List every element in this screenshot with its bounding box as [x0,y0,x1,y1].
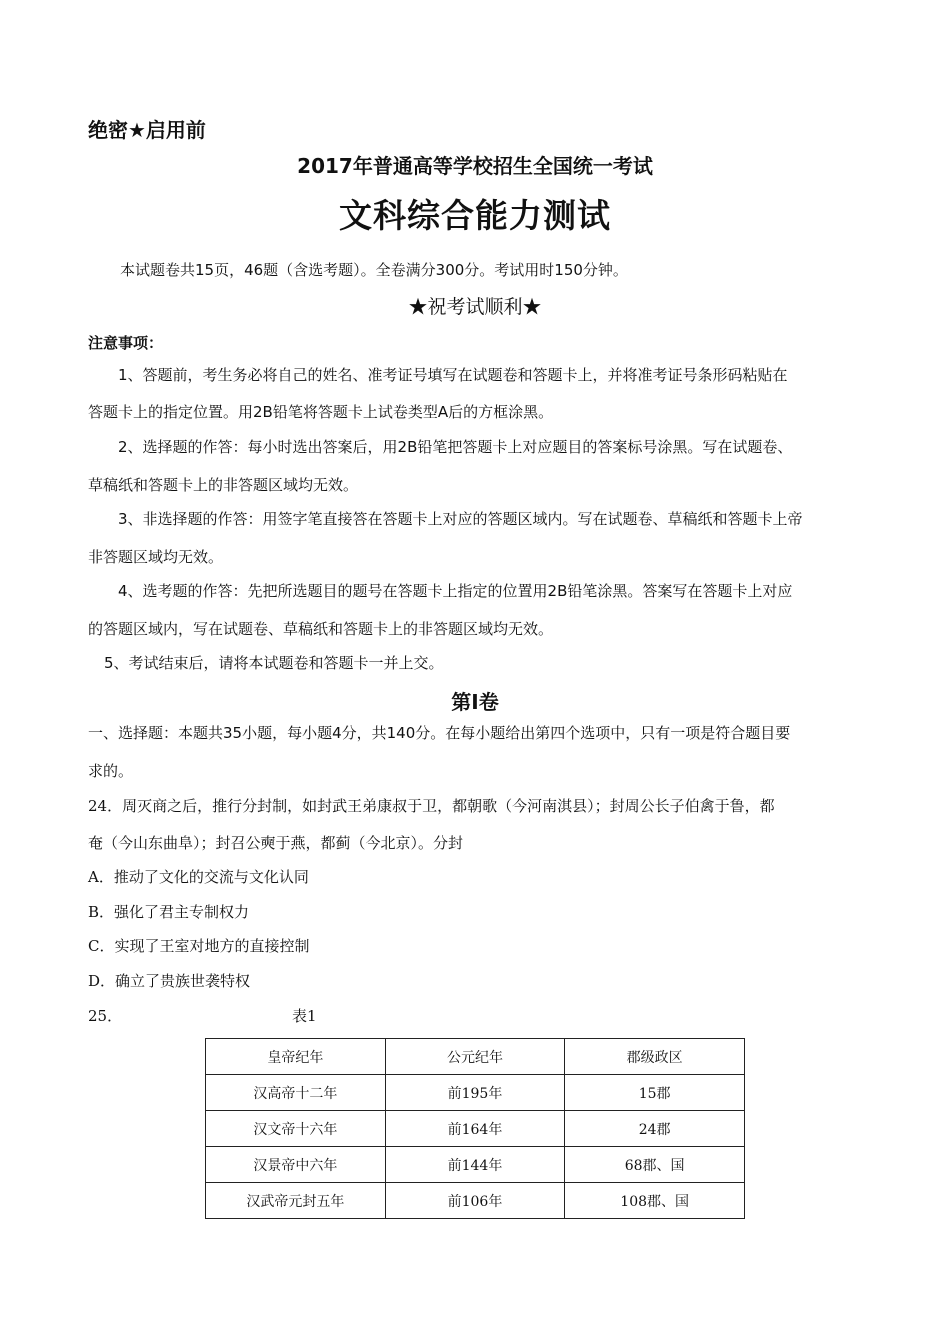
notice-line: 答题卡上的指定位置。用2B铅笔将答题卡上试卷类型A后的方框涂黑。 [88,403,554,421]
table-cell: 前106年 [385,1183,565,1219]
table-cell: 汉文帝十六年 [206,1111,386,1147]
good-luck-line: ★祝考试顺利★ [408,296,542,318]
table-cell: 108郡、国 [565,1183,745,1219]
table-header-cell: 公元纪年 [385,1039,565,1075]
question-24-option-d: D．确立了贵族世袭特权 [88,972,251,990]
table-header-row [206,1039,745,1075]
notice-line: 非答题区域均无效。 [88,548,224,566]
table-header-cell: 郡级政区 [565,1039,745,1075]
table-header-cell: 皇帝纪年 [206,1039,386,1075]
section-instructions: 一、选择题：本题共35小题，每小题4分，共140分。在每小题给出第四个选项中，只有一项是符合题目要 [88,724,791,742]
table-cell: 前164年 [385,1111,565,1147]
table-row [206,1111,745,1147]
confidential-label: 绝密★启用前 [88,118,206,142]
table-cell: 前144年 [385,1147,565,1183]
notice-heading: 注意事项： [88,334,164,352]
notice-line: 3、非选择题的作答：用签字笔直接答在答题卡上对应的答题区域内。写在试题卷、草稿纸和答题卡上帝 [118,510,803,528]
exam-title: 2017年普通高等学校招生全国统一考试 [297,154,653,178]
notice-line: 草稿纸和答题卡上的非答题区域均无效。 [88,476,359,494]
notice-line: 的答题区域内，写在试题卷、草稿纸和答题卡上的非答题区域均无效。 [88,620,554,638]
question-24-option-a: A．推动了文化的交流与文化认同 [88,868,309,886]
table-cell: 汉武帝元封五年 [206,1183,386,1219]
dynasty-table [205,1038,745,1219]
table-row [206,1147,745,1183]
table-row [206,1075,745,1111]
table-cell: 68郡、国 [565,1147,745,1183]
question-25-number: 25． [88,1007,123,1025]
part-one-title: 第Ⅰ卷 [451,690,499,714]
section-instructions: 求的。 [88,762,134,780]
table-row [206,1183,745,1219]
notice-line: 5、考试结束后，请将本试题卷和答题卡一并上交。 [104,654,444,672]
notice-line: 1、答题前，考生务必将自己的姓名、准考证号填写在试题卷和答题卡上，并将准考证号条形码粘贴在 [118,366,788,384]
table-cell: 15郡 [565,1075,745,1111]
table-cell: 24郡 [565,1111,745,1147]
table-cell: 汉景帝中六年 [206,1147,386,1183]
subject-title: 文科综合能力测试 [339,196,611,235]
question-24-stem: 奄（今山东曲阜）；封召公奭于燕，都蓟（今北京）。分封 [88,834,464,852]
question-24-option-b: B．强化了君主专制权力 [88,903,250,921]
table-cell: 汉高帝十二年 [206,1075,386,1111]
notice-line: 2、选择题的作答：每小时选出答案后，用2B铅笔把答题卡上对应题目的答案标号涂黑。写在试题卷、 [118,438,793,456]
exam-summary: 本试题卷共15页，46题（含选考题）。全卷满分300分。考试用时150分钟。 [120,261,628,279]
table-cell: 前195年 [385,1075,565,1111]
question-24-option-c: C．实现了王室对地方的直接控制 [88,937,310,955]
notice-line: 4、选考题的作答：先把所选题目的题号在答题卡上指定的位置用2B铅笔涂黑。答案写在答题卡上对应 [118,582,793,600]
table-caption: 表1 [292,1007,317,1025]
question-24-stem: 24．周灭商之后，推行分封制，如封武王弟康叔于卫，都朝歌（今河南淇县）；封周公长子伯禽于鲁，都 [88,797,775,815]
